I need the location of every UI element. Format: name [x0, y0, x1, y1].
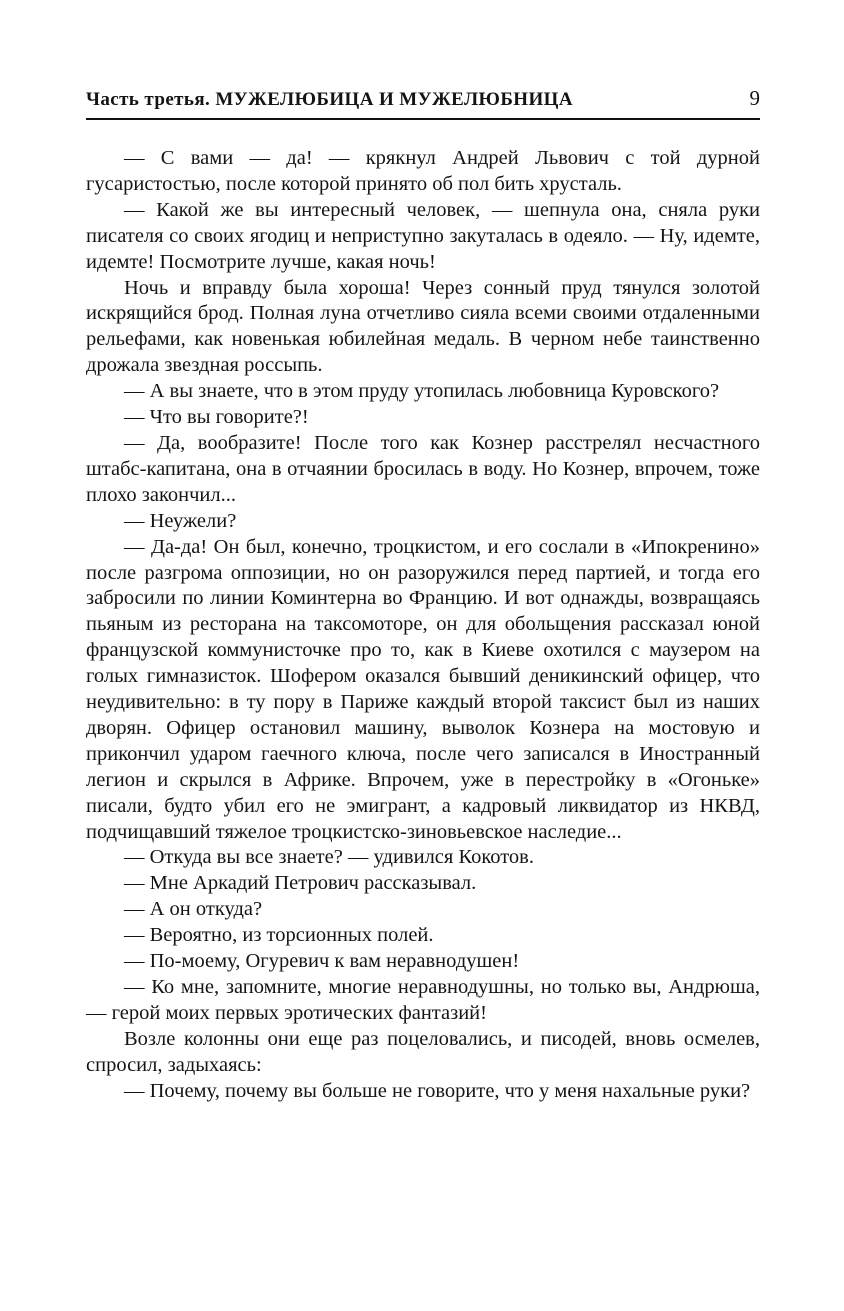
- paragraph: — Какой же вы интересный человек, — шепнула она, сняла руки писателя со своих ягодиц и неприступно закуталась в одеяло. — Ну, идемте, идемте! Посмотрите лучше, какая ночь!: [86, 198, 760, 273]
- paragraph: — Да-да! Он был, конечно, троцкистом, и его сослали в «Ипокренино» после разгрома оппозиции, но он разоружился перед партией, и тогда его забросили по линии Коминтерна во Францию. И вот однажды, возвращаясь пьяным из ресторана на таксомоторе, он для обольщения рассказал юной французской коммунисточке про то, как в Киеве охотился с маузером на голых гимназисток. Шофером оказался бывший деникинский офицер, что неудивительно: в ту пору в Париже каждый второй таксист был из наших дворян. Офицер остановил машину, выволок Кознера на мостовую и прикончил ударом гаечного ключа, после чего записался в Иностранный легион и скрылся в Африке. Впрочем, уже в перестройку в «Огоньке» писали, будто убил его не эмигрант, а кадровый ликвидатор из НКВД, подчищавший тяжелое троцкистско-зиновьевское наследие...: [86, 535, 760, 843]
- paragraph: — По-моему, Огуревич к вам неравнодушен!: [124, 950, 520, 973]
- paragraph: — Неужели?: [124, 509, 237, 532]
- paragraph: — Вероятно, из торсионных полей.: [124, 924, 434, 947]
- paragraph: Возле колонны они еще раз поцеловались, и писодей, вновь осмелев, спросил, задыхаясь:: [86, 1027, 760, 1076]
- page-header: [86, 86, 760, 111]
- paragraph: — Ко мне, запомните, многие неравнодушны, но только вы, Андрюша, — герой моих первых эротических фантазий!: [86, 976, 760, 1024]
- paragraph: — Почему, почему вы больше не говорите, что у меня нахальные руки?: [124, 1079, 751, 1102]
- page-number: 9: [749, 86, 760, 110]
- paragraph: — Откуда вы все знаете? — удивился Кокотов.: [124, 846, 534, 869]
- paragraph: — С вами — да! — крякнул Андрей Львович с той дурной гусаристостью, после которой принято об пол бить хрусталь.: [86, 147, 760, 195]
- paragraph: — Мне Аркадий Петрович рассказывал.: [124, 872, 477, 895]
- paragraph: — А вы знаете, что в этом пруду утопилась любовница Куровского?: [124, 380, 720, 403]
- page-body: [86, 146, 760, 1105]
- paragraph: Ночь и вправду была хороша! Через сонный пруд тянулся золотой искрящийся брод. Полная луна отчетливо сияла всеми своими отдаленными рельефами, как новенькая юбилейная медаль. В черном небе таинственно дрожала звездная россыпь.: [86, 276, 760, 377]
- running-head: Часть третья. МУЖЕЛЮБИЦА И МУЖЕЛЮБНИЦА: [86, 89, 573, 110]
- paragraph: — А он откуда?: [124, 898, 263, 921]
- paragraph: — Да, вообразите! После того как Кознер расстрелял несчастного штабс-капитана, она в отчаянии бросилась в воду. Но Кознер, впрочем, тоже плохо закончил...: [86, 431, 760, 506]
- header-rule: [86, 118, 760, 120]
- paragraph: — Что вы говорите?!: [124, 406, 309, 429]
